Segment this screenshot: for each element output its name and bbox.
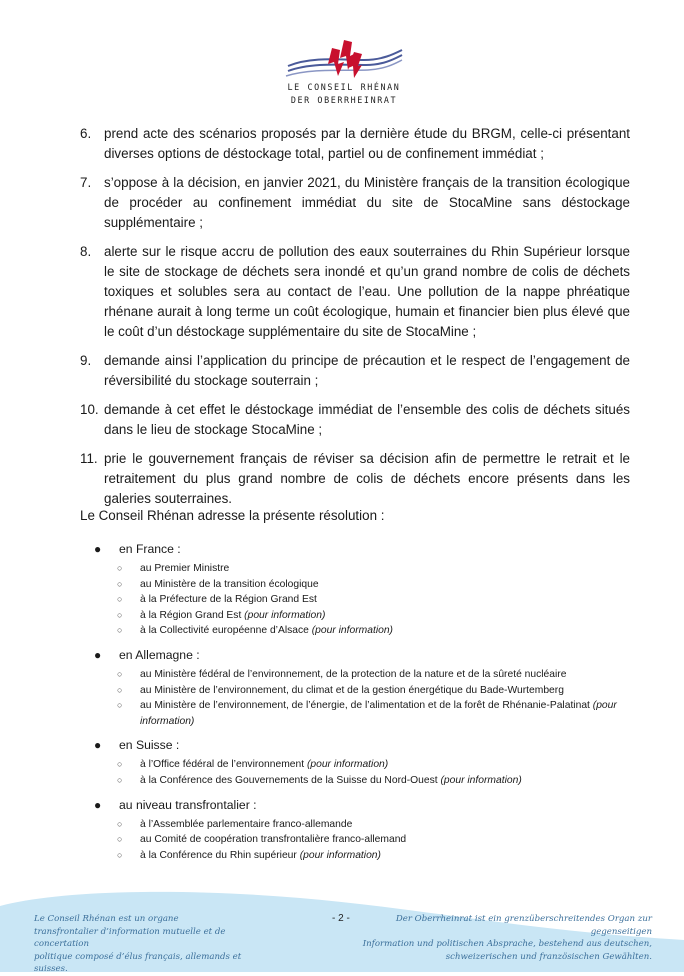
recipient-item: ○ à la Conférence des Gouvernements de la Suisse du Nord-Ouest (pour information) [94, 773, 634, 789]
resolution-item [80, 242, 630, 342]
circle-bullet-icon: ○ [117, 609, 123, 620]
recipient-item: ○ à l’Assemblée parlementaire franco-allemande [94, 817, 634, 833]
bullet-icon: ● [94, 797, 102, 812]
recipient-item: ○ au Premier Ministre [94, 561, 634, 577]
conseil-rhenan-logo [282, 38, 406, 110]
circle-bullet-icon: ○ [117, 774, 123, 785]
group-heading: en France : [119, 542, 181, 556]
circle-bullet-icon: ○ [117, 668, 123, 679]
circle-bullet-icon: ○ [117, 849, 123, 860]
item-number: 6. [80, 126, 92, 141]
logo-title-fr: LE CONSEIL RHÉNAN [287, 82, 401, 92]
circle-bullet-icon: ○ [117, 563, 123, 573]
group-heading: en Suisse : [119, 738, 180, 753]
recipient-groups [94, 541, 634, 871]
circle-bullet-icon: ○ [117, 594, 123, 605]
logo-emblem-icon [282, 38, 406, 82]
item-number: 11. [80, 451, 98, 466]
circle-bullet-icon: ○ [117, 684, 123, 695]
recipient-item: ○ à l’Office fédéral de l’environnement (pour information) [94, 757, 634, 773]
circle-bullet-icon: ○ [117, 834, 123, 845]
recipient-group-switzerland [94, 737, 634, 788]
page-number: - 2 - [332, 913, 350, 924]
item-number: 7. [80, 175, 92, 190]
recipient-item: ○ au Comité de coopération transfrontalière franco-allemand [94, 832, 634, 848]
recipient-item: ○ au Ministère fédéral de l’environnement, de la protection de la nature et de la sûreté nucléaire [94, 667, 634, 683]
recipient-item: ○ au Ministère de l’environnement, de l’énergie, de l’alimentation et de la forêt de Rhénanie-Palatinat (pour information) [117, 700, 617, 727]
recipient-group-crossborder [94, 797, 634, 864]
item-text: prend acte des scénarios proposés par la dernière étude du BRGM, celle-ci présentant diverses options de déstockage total, partiel ou de confinement immédiat ; [104, 126, 630, 161]
recipient-item: ○ au Ministère de la transition écologique [94, 577, 634, 593]
recipient-group-france [94, 541, 634, 639]
resolution-items [80, 124, 630, 518]
item-number: 10. [80, 402, 99, 417]
logo-title-de: DER OBERRHEINRAT [290, 95, 398, 105]
footer-text-de: Der Oberrheinrat ist ein grenzüberschreitendes Organ zur gegenseitigen Information und politischen Absprache, bestehend aus deutschen, schweizerischen und französischen Gewählten. [362, 914, 652, 962]
resolution-item [80, 449, 630, 509]
recipient-item: ○ à la Région Grand Est (pour information) [94, 608, 634, 624]
resolution-item [80, 124, 630, 164]
circle-bullet-icon: ○ [117, 625, 123, 636]
item-text: s’oppose à la décision, en janvier 2021, du Ministère français de la transition écologique de procéder au confinement immédiat du site de StocaMine sans déstockage supplémentaire ; [104, 175, 630, 230]
circle-bullet-icon: ○ [117, 578, 123, 589]
page-footer [0, 880, 684, 972]
resolution-item [80, 173, 630, 233]
bullet-icon: ● [94, 542, 102, 556]
recipient-item: ○ à la Préfecture de la Région Grand Est [94, 592, 634, 608]
recipient-item: ○ à la Collectivité européenne d’Alsace (pour information) [94, 623, 634, 639]
circle-bullet-icon: ○ [117, 818, 123, 829]
group-heading: au niveau transfrontalier : [119, 797, 257, 812]
item-text: alerte sur le risque accru de pollution des eaux souterraines du Rhin Supérieur lorsque le site de stockage de déchets sera inondé et qu’un grand nombre de colis de déchets toxiques et solubles sera au contact de l’eau. Une pollution de la nappe phréatique rhénane aurait à long terme un coût écologique, humain et financier bien plus élevé que le coût d’un déstockage supplémentaire du site de StocaMine ; [104, 244, 630, 339]
item-text: demande à cet effet le déstockage immédiat de l’ensemble des colis de déchets situés dans le lieu de stockage StocaMine ; [104, 402, 630, 437]
circle-bullet-icon: ○ [117, 700, 123, 711]
item-text: prie le gouvernement français de réviser sa décision afin de permettre le retrait et le retraitement du plus grand nombre de colis de déchets encore présents dans les galeries souterraines. [104, 451, 630, 506]
recipient-item: ○ à la Conférence du Rhin supérieur (pour information) [94, 848, 634, 864]
resolution-item [80, 351, 630, 391]
footer-text-fr: Le Conseil Rhénan est un organe transfrontalier d’information mutuelle et de concertation politique composé d’élus français, allemands et suisses. [34, 914, 242, 974]
item-text: demande ainsi l’application du principe de précaution et le respect de l’engagement de réversibilité du stockage souterrain ; [104, 353, 630, 388]
item-number: 9. [80, 353, 92, 368]
resolution-item [80, 400, 630, 440]
bullet-icon: ● [94, 738, 102, 753]
item-number: 8. [80, 244, 92, 259]
recipient-item: ○ au Ministère de l’environnement, du climat et de la gestion énergétique du Bade-Wurtemberg [94, 683, 634, 699]
circle-bullet-icon: ○ [117, 759, 123, 770]
group-heading: en Allemagne : [119, 647, 200, 662]
recipient-group-germany [94, 647, 634, 729]
bullet-icon: ● [94, 647, 102, 662]
recipients-intro: Le Conseil Rhénan adresse la présente résolution : [80, 508, 385, 523]
